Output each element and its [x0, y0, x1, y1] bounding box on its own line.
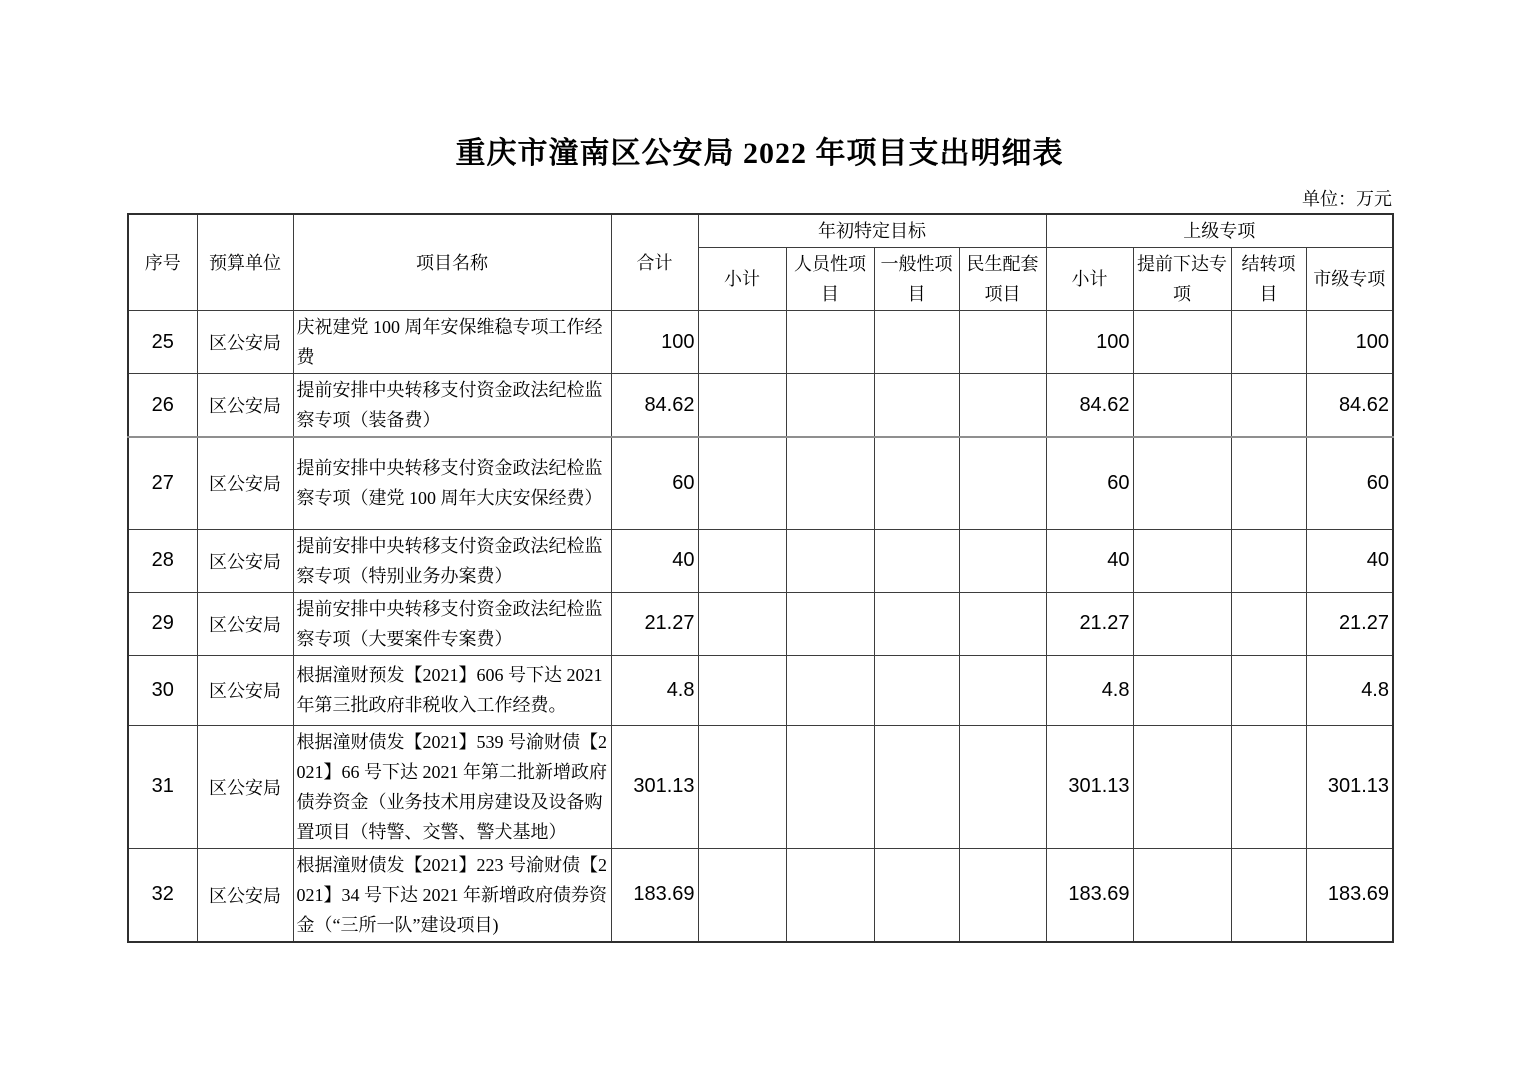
cell-seq: 27 — [128, 437, 197, 529]
cell-project-name: 提前安排中央转移支付资金政法纪检监察专项（大要案件专案费） — [293, 592, 611, 655]
cell-ys-subtotal — [698, 437, 786, 529]
cell-project-name: 提前安排中央转移支付资金政法纪检监察专项（建党 100 周年大庆安保经费） — [293, 437, 611, 529]
cell-ys-general — [874, 592, 959, 655]
cell-sp-city-level: 4.8 — [1306, 655, 1393, 725]
table-row — [128, 655, 1393, 725]
cell-sp-carryover — [1231, 437, 1306, 529]
header-sp-carryover: 结转项目 — [1231, 248, 1306, 311]
cell-ys-general — [874, 529, 959, 592]
header-sp-early-issued: 提前下达专项 — [1133, 248, 1231, 311]
cell-sp-carryover — [1231, 311, 1306, 374]
cell-ys-general — [874, 848, 959, 942]
header-ys-subtotal: 小计 — [698, 248, 786, 311]
cell-sp-early-issued — [1133, 437, 1231, 529]
cell-ys-livelihood — [959, 725, 1046, 848]
cell-sp-carryover — [1231, 848, 1306, 942]
header-budget-unit: 预算单位 — [197, 214, 293, 311]
unit-note: 单位：万元 — [1302, 189, 1392, 209]
table-row — [128, 725, 1393, 848]
cell-total: 100 — [611, 311, 698, 374]
cell-ys-subtotal — [698, 848, 786, 942]
cell-total: 183.69 — [611, 848, 698, 942]
cell-total: 84.62 — [611, 374, 698, 438]
document-page — [127, 0, 1392, 943]
cell-budget-unit: 区公安局 — [197, 655, 293, 725]
cell-sp-city-level: 21.27 — [1306, 592, 1393, 655]
cell-ys-livelihood — [959, 437, 1046, 529]
cell-sp-subtotal: 60 — [1046, 437, 1133, 529]
cell-ys-livelihood — [959, 529, 1046, 592]
header-seq: 序号 — [128, 214, 197, 311]
cell-budget-unit: 区公安局 — [197, 529, 293, 592]
cell-sp-subtotal: 84.62 — [1046, 374, 1133, 438]
cell-ys-personnel — [786, 725, 874, 848]
cell-sp-subtotal: 40 — [1046, 529, 1133, 592]
cell-ys-personnel — [786, 848, 874, 942]
cell-seq: 30 — [128, 655, 197, 725]
cell-sp-early-issued — [1133, 848, 1231, 942]
cell-budget-unit: 区公安局 — [197, 725, 293, 848]
cell-seq: 25 — [128, 311, 197, 374]
header-row-groups — [128, 214, 1393, 248]
cell-total: 301.13 — [611, 725, 698, 848]
cell-sp-city-level: 60 — [1306, 437, 1393, 529]
cell-project-name: 提前安排中央转移支付资金政法纪检监察专项（装备费） — [293, 374, 611, 438]
cell-seq: 29 — [128, 592, 197, 655]
table-row — [128, 311, 1393, 374]
cell-ys-personnel — [786, 374, 874, 438]
cell-sp-city-level: 301.13 — [1306, 725, 1393, 848]
cell-ys-general — [874, 374, 959, 438]
cell-project-name: 根据潼财预发【2021】606 号下达 2021 年第三批政府非税收入工作经费。 — [293, 655, 611, 725]
cell-budget-unit: 区公安局 — [197, 437, 293, 529]
cell-sp-carryover — [1231, 725, 1306, 848]
cell-ys-personnel — [786, 655, 874, 725]
cell-sp-carryover — [1231, 592, 1306, 655]
cell-ys-livelihood — [959, 592, 1046, 655]
page-title: 重庆市潼南区公安局 2022 年项目支出明细表 — [455, 137, 1064, 170]
cell-sp-subtotal: 301.13 — [1046, 725, 1133, 848]
header-ys-personnel-projects: 人员性项目 — [786, 248, 874, 311]
header-ys-general-projects: 一般性项目 — [874, 248, 959, 311]
cell-sp-early-issued — [1133, 655, 1231, 725]
cell-ys-personnel — [786, 529, 874, 592]
header-project-name: 项目名称 — [293, 214, 611, 311]
cell-sp-early-issued — [1133, 374, 1231, 438]
table-row — [128, 374, 1393, 438]
cell-ys-general — [874, 725, 959, 848]
header-sp-city-level: 市级专项 — [1306, 248, 1393, 311]
cell-seq: 28 — [128, 529, 197, 592]
cell-ys-subtotal — [698, 529, 786, 592]
cell-ys-personnel — [786, 311, 874, 374]
cell-sp-carryover — [1231, 529, 1306, 592]
cell-ys-subtotal — [698, 725, 786, 848]
budget-table — [127, 213, 1394, 943]
cell-sp-subtotal: 4.8 — [1046, 655, 1133, 725]
cell-ys-subtotal — [698, 655, 786, 725]
cell-budget-unit: 区公安局 — [197, 374, 293, 438]
cell-sp-city-level: 183.69 — [1306, 848, 1393, 942]
table-header — [128, 214, 1393, 311]
table-row — [128, 437, 1393, 529]
cell-project-name: 提前安排中央转移支付资金政法纪检监察专项（特别业务办案费） — [293, 529, 611, 592]
table-row — [128, 592, 1393, 655]
cell-project-name: 根据潼财债发【2021】223 号渝财债【2021】34 号下达 2021 年新增政府债券资金（“三所一队”建设项目) — [293, 848, 611, 942]
cell-total: 60 — [611, 437, 698, 529]
cell-budget-unit: 区公安局 — [197, 848, 293, 942]
cell-total: 40 — [611, 529, 698, 592]
cell-ys-livelihood — [959, 655, 1046, 725]
header-ys-livelihood-projects: 民生配套项目 — [959, 248, 1046, 311]
cell-budget-unit: 区公安局 — [197, 311, 293, 374]
cell-ys-general — [874, 311, 959, 374]
cell-seq: 31 — [128, 725, 197, 848]
cell-sp-city-level: 40 — [1306, 529, 1393, 592]
cell-budget-unit: 区公安局 — [197, 592, 293, 655]
cell-project-name: 根据潼财债发【2021】539 号渝财债【2021】66 号下达 2021 年第二批新增政府债券资金（业务技术用房建设及设备购置项目（特警、交警、警犬基地） — [293, 725, 611, 848]
cell-ys-subtotal — [698, 311, 786, 374]
cell-total: 4.8 — [611, 655, 698, 725]
table-row — [128, 529, 1393, 592]
cell-ys-subtotal — [698, 592, 786, 655]
cell-sp-early-issued — [1133, 592, 1231, 655]
table-body — [128, 311, 1393, 942]
header-sp-subtotal: 小计 — [1046, 248, 1133, 311]
cell-ys-livelihood — [959, 374, 1046, 438]
cell-total: 21.27 — [611, 592, 698, 655]
cell-sp-city-level: 84.62 — [1306, 374, 1393, 438]
header-total: 合计 — [611, 214, 698, 311]
cell-sp-subtotal: 100 — [1046, 311, 1133, 374]
cell-ys-livelihood — [959, 311, 1046, 374]
cell-sp-carryover — [1231, 374, 1306, 438]
cell-sp-subtotal: 183.69 — [1046, 848, 1133, 942]
cell-sp-city-level: 100 — [1306, 311, 1393, 374]
cell-ys-subtotal — [698, 374, 786, 438]
cell-ys-personnel — [786, 437, 874, 529]
cell-sp-subtotal: 21.27 — [1046, 592, 1133, 655]
header-group-superior-special: 上级专项 — [1046, 214, 1393, 248]
cell-project-name: 庆祝建党 100 周年安保维稳专项工作经费 — [293, 311, 611, 374]
cell-seq: 32 — [128, 848, 197, 942]
cell-sp-carryover — [1231, 655, 1306, 725]
table-row — [128, 848, 1393, 942]
cell-seq: 26 — [128, 374, 197, 438]
cell-ys-livelihood — [959, 848, 1046, 942]
cell-sp-early-issued — [1133, 529, 1231, 592]
cell-ys-personnel — [786, 592, 874, 655]
cell-ys-general — [874, 655, 959, 725]
cell-sp-early-issued — [1133, 725, 1231, 848]
cell-ys-general — [874, 437, 959, 529]
cell-sp-early-issued — [1133, 311, 1231, 374]
header-group-year-start-targets: 年初特定目标 — [698, 214, 1046, 248]
